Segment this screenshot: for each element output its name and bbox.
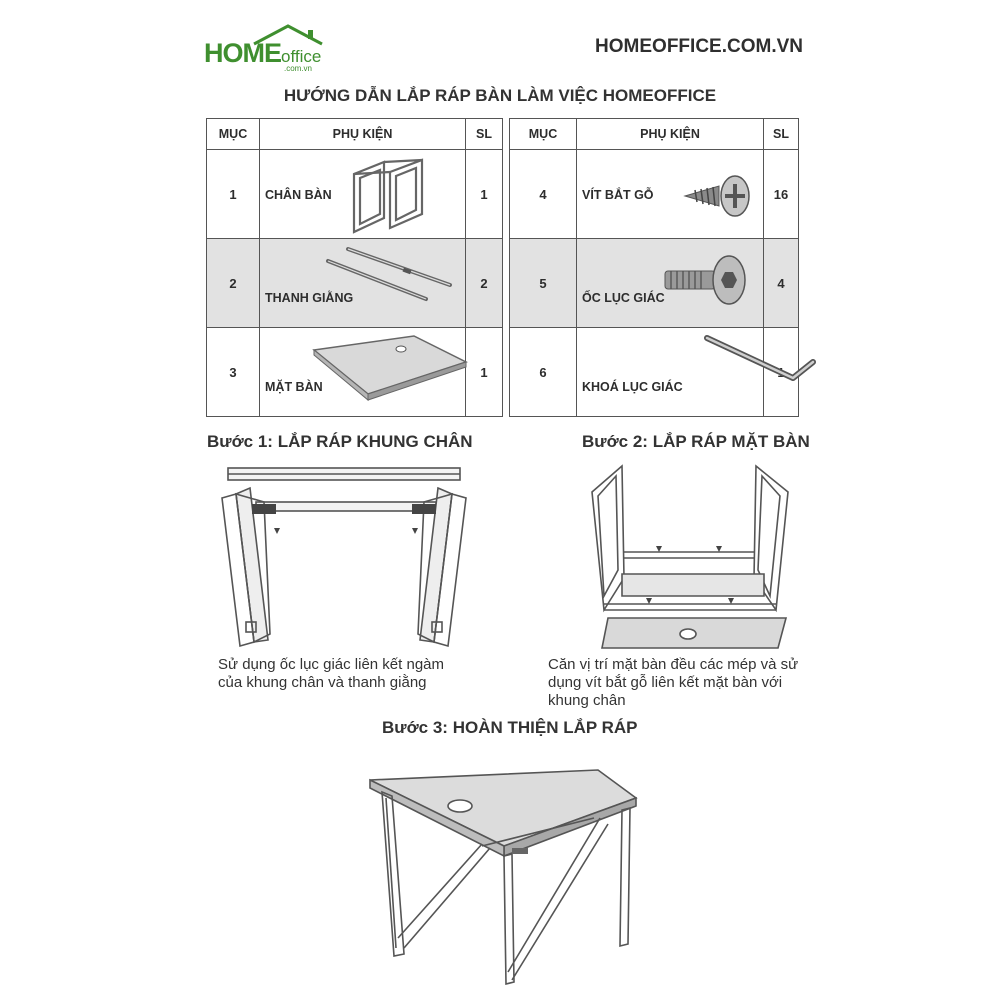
hex-bolt-icon xyxy=(659,253,759,313)
col-qty-header: SL xyxy=(764,119,799,150)
step-1-title: Bước 1: LẮP RÁP KHUNG CHÂN xyxy=(207,432,473,451)
table-row xyxy=(510,150,799,239)
step-2-title: Bước 2: LẮP RÁP MẶT BÀN xyxy=(582,432,810,451)
part-name: VÍT BẮT GỖ xyxy=(582,188,654,202)
part-cell xyxy=(260,239,466,328)
hex-key-icon xyxy=(701,332,821,392)
item-qty: 4 xyxy=(764,239,799,328)
item-qty: 1 xyxy=(466,328,503,417)
table-row xyxy=(207,150,503,239)
part-cell xyxy=(577,328,764,417)
table-row xyxy=(510,328,799,417)
parts-table-left xyxy=(206,118,503,417)
table-row xyxy=(207,239,503,328)
item-number: 3 xyxy=(207,328,260,417)
item-qty: 1 xyxy=(764,328,799,417)
table-row xyxy=(207,328,503,417)
site-url: HOMEOFFICE.COM.VN xyxy=(595,36,803,57)
part-cell xyxy=(577,150,764,239)
item-number: 5 xyxy=(510,239,577,328)
part-name: KHOÁ LỤC GIÁC xyxy=(582,380,683,394)
item-number: 1 xyxy=(207,150,260,239)
item-qty: 1 xyxy=(466,150,503,239)
homeoffice-logo xyxy=(204,22,324,72)
wood-screw-icon xyxy=(681,170,757,220)
item-number: 6 xyxy=(510,328,577,417)
part-cell xyxy=(577,239,764,328)
table-leg-frame-icon xyxy=(348,154,428,236)
part-cell xyxy=(260,150,466,239)
parts-table-right xyxy=(509,118,799,417)
step-1-text: Sử dụng ốc lục giác liên kết ngàm của khung chân và thanh giằng xyxy=(218,656,445,691)
part-name: ỐC LỤC GIÁC xyxy=(582,291,665,305)
cross-bar-icon xyxy=(322,245,462,311)
part-name: CHÂN BÀN xyxy=(265,188,332,202)
logo-domain: .com.vn xyxy=(284,64,313,73)
part-cell xyxy=(260,328,466,417)
col-item-header: MỤC xyxy=(510,119,577,150)
col-item-header: MỤC xyxy=(207,119,260,150)
step-2-text: Căn vị trí mặt bàn đều các mép và sử dụng vít bắt gỗ liên kết mặt bàn với khung chân xyxy=(548,656,799,709)
table-row xyxy=(510,239,799,328)
col-part-header: PHỤ KIỆN xyxy=(260,119,466,150)
item-number: 4 xyxy=(510,150,577,239)
page-title: HƯỚNG DẪN LẮP RÁP BÀN LÀM VIỆC HOMEOFFICE xyxy=(283,86,717,105)
item-qty: 2 xyxy=(466,239,503,328)
step-2-top-drawing xyxy=(582,462,798,652)
col-qty-header: SL xyxy=(466,119,503,150)
item-qty: 16 xyxy=(764,150,799,239)
part-name: MẶT BÀN xyxy=(265,380,323,394)
table-top-icon xyxy=(310,334,470,408)
part-name: THANH GIẰNG xyxy=(265,291,354,305)
item-number: 2 xyxy=(207,239,260,328)
step-1-frame-drawing xyxy=(216,462,476,652)
logo-wordmark: HOMEoffice xyxy=(204,38,322,68)
col-part-header: PHỤ KIỆN xyxy=(577,119,764,150)
step-3-title: Bước 3: HOÀN THIỆN LẮP RÁP xyxy=(382,718,638,737)
step-3-finished-desk-drawing xyxy=(362,748,642,988)
